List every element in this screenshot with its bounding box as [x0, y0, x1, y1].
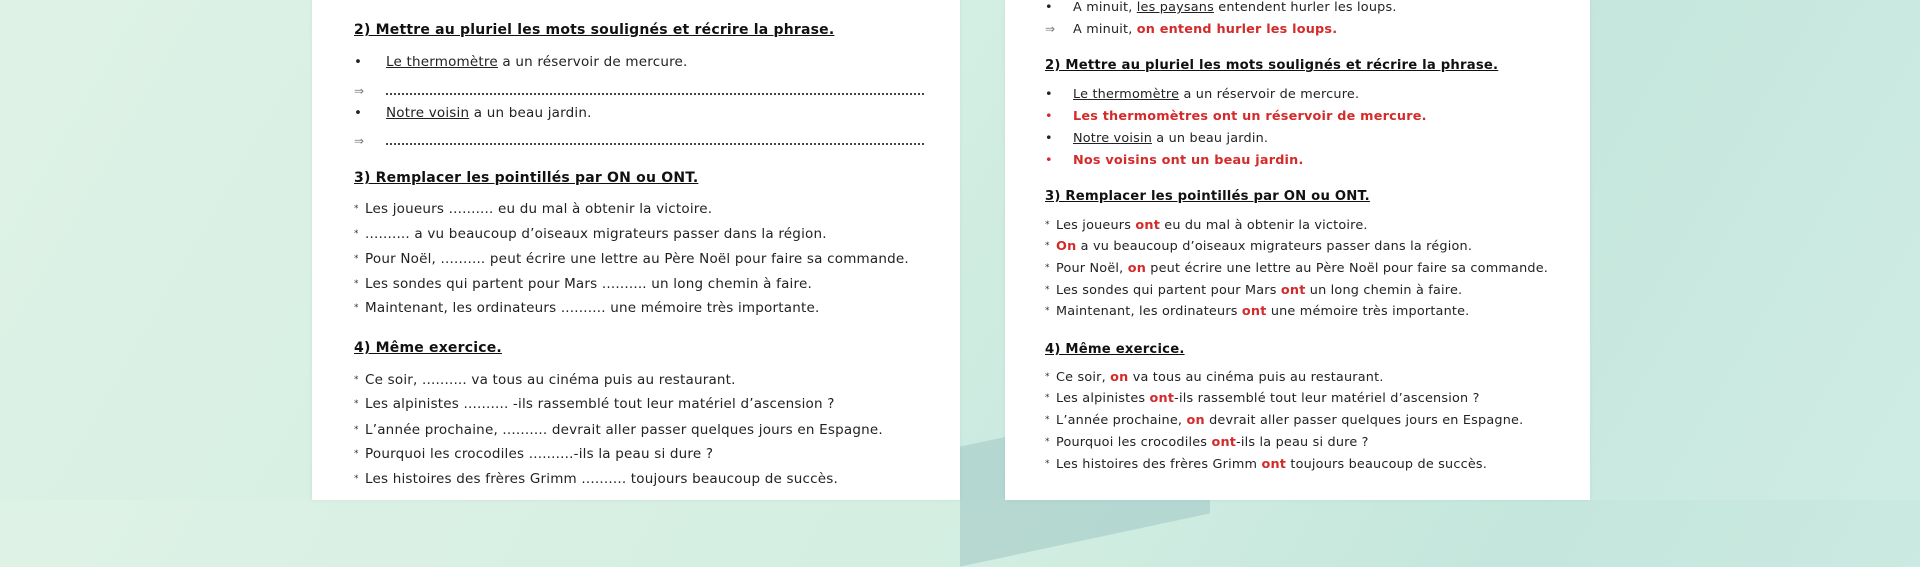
text: -ils rassemblé tout leur matériel d’ascension ?: [1174, 391, 1480, 406]
red-bullet: •: [1045, 153, 1053, 168]
exercise-4-line-4: [354, 446, 713, 462]
answer-text: On: [1056, 239, 1077, 254]
bullet: •: [1045, 87, 1053, 102]
exercise-2-answer-line-2: [354, 133, 384, 149]
text: Ce soir,: [1056, 370, 1111, 385]
underlined-word: Le thermomètre: [386, 54, 498, 70]
star-bullet: *: [1045, 241, 1050, 251]
star-bullet: *: [354, 474, 359, 484]
exercise-2-title: 2) Mettre au pluriel les mots soulignés et récrire la phrase.: [354, 22, 835, 38]
underlined-word: Notre voisin: [386, 105, 470, 121]
star-bullet: *: [1045, 393, 1050, 403]
answer-ex2-answer-2: [1045, 153, 1304, 168]
text: toujours beaucoup de succès.: [1286, 457, 1488, 472]
answer-text: on entend hurler les loups.: [1136, 22, 1338, 37]
star-bullet: *: [354, 229, 359, 239]
underlined-word: les paysans: [1136, 0, 1214, 15]
exercise-4-line-1: [354, 372, 736, 388]
arrow-icon: ⇒: [1045, 22, 1056, 36]
text: L’année prochaine,: [1056, 413, 1187, 428]
text: a un beau jardin.: [1152, 131, 1269, 146]
dotted-answer-line: [386, 143, 924, 145]
answer-ex3-title: 3) Remplacer les pointillés par ON ou ONT.: [1045, 189, 1370, 204]
star-bullet: *: [1045, 263, 1050, 273]
answer-text: ont: [1280, 283, 1306, 298]
text: une mémoire très importante.: [1266, 304, 1470, 319]
sentence: Pour Noël, .......... peut écrire une lettre au Père Noël pour faire sa commande.: [365, 251, 909, 267]
answer-text: ont: [1241, 304, 1267, 319]
bullet: •: [354, 54, 363, 70]
star-bullet: *: [1045, 372, 1050, 382]
text: Maintenant, les ordinateurs: [1056, 304, 1242, 319]
answer-ex2-title: 2) Mettre au pluriel les mots soulignés et récrire la phrase.: [1045, 58, 1499, 73]
star-bullet: *: [354, 303, 359, 313]
exercise-4-title: 4) Même exercice.: [354, 340, 502, 356]
exercise-2-answer-line-1: [354, 83, 384, 99]
answer-text: on: [1127, 261, 1147, 276]
exercise-4-line-2: [354, 396, 835, 412]
sentence: Pourquoi les crocodiles ..........-ils la peau si dure ?: [365, 446, 714, 462]
answer-ex3-line-3: [1045, 261, 1548, 276]
text: A minuit,: [1073, 22, 1137, 37]
sentence: Ce soir, .......... va tous au cinéma puis au restaurant.: [365, 372, 736, 388]
text: Les alpinistes: [1056, 391, 1150, 406]
star-bullet: *: [1045, 285, 1050, 295]
star-bullet: *: [354, 449, 359, 459]
red-bullet: •: [1045, 109, 1053, 124]
ex1-question-line: [1045, 0, 1397, 15]
answer-ex4-line-2: [1045, 391, 1480, 406]
answer-text: on: [1110, 370, 1129, 385]
underlined-word: Le thermomètre: [1073, 87, 1180, 102]
exercise-3-line-4: [354, 276, 812, 292]
exercise-3-line-2: [354, 226, 827, 242]
exercise-2-item-1: [354, 54, 688, 70]
sentence: Les histoires des frères Grimm .......... toujours beaucoup de succès.: [365, 471, 838, 487]
answer-ex4-line-5: [1045, 457, 1487, 472]
sentence: Maintenant, les ordinateurs .......... une mémoire très importante.: [365, 300, 820, 316]
exercise-4-line-5: [354, 471, 838, 487]
text: entendent hurler les loups.: [1213, 0, 1397, 15]
answer-ex2-question-2: [1045, 131, 1268, 146]
answer-ex4-title: 4) Même exercice.: [1045, 342, 1185, 357]
sentence: L’année prochaine, .......... devrait aller passer quelques jours en Espagne.: [365, 422, 883, 438]
sentence: Les sondes qui partent pour Mars .......... un long chemin à faire.: [365, 276, 812, 292]
answer-text: ont: [1149, 391, 1175, 406]
sentence-rest: a un réservoir de mercure.: [497, 54, 688, 70]
text: Pour Noël,: [1056, 261, 1128, 276]
answer-ex3-line-5: [1045, 304, 1469, 319]
star-bullet: *: [1045, 306, 1050, 316]
text: Les sondes qui partent pour Mars: [1056, 283, 1281, 298]
answer-ex2-answer-1: [1045, 109, 1427, 124]
exercise-3-title: 3) Remplacer les pointillés par ON ou ONT.: [354, 170, 699, 186]
arrow-icon: ⇒: [354, 134, 365, 148]
text: A minuit,: [1073, 0, 1137, 15]
answer-key-page: [1005, 0, 1590, 500]
text: a un réservoir de mercure.: [1179, 87, 1360, 102]
answer-ex4-line-3: [1045, 413, 1523, 428]
text: -ils la peau si dure ?: [1236, 435, 1369, 450]
star-bullet: *: [354, 204, 359, 214]
answer-ex4-line-4: [1045, 435, 1369, 450]
answer-ex3-line-4: [1045, 283, 1462, 298]
sentence: Les joueurs .......... eu du mal à obtenir la victoire.: [365, 201, 713, 217]
answer-ex3-line-2: [1045, 239, 1472, 254]
text: Pourquoi les crocodiles: [1056, 435, 1212, 450]
sentence: Les alpinistes .......... -ils rassemblé tout leur matériel d’ascension ?: [365, 396, 835, 412]
answer-text: ont: [1211, 435, 1237, 450]
star-bullet: *: [354, 375, 359, 385]
ex1-answer-line: [1045, 22, 1337, 37]
star-bullet: *: [354, 254, 359, 264]
bullet: •: [1045, 131, 1053, 146]
star-bullet: *: [354, 279, 359, 289]
exercise-3-line-1: [354, 201, 712, 217]
star-bullet: *: [354, 425, 359, 435]
text: Les histoires des frères Grimm: [1056, 457, 1262, 472]
text: va tous au cinéma puis au restaurant.: [1128, 370, 1384, 385]
sentence: .......... a vu beaucoup d’oiseaux migrateurs passer dans la région.: [365, 226, 827, 242]
star-bullet: *: [1045, 220, 1050, 230]
exercise-3-line-3: [354, 251, 909, 267]
arrow-icon: ⇒: [354, 84, 365, 98]
exercise-3-line-5: [354, 300, 819, 316]
sentence-rest: a un beau jardin.: [469, 105, 592, 121]
text: peut écrire une lettre au Père Noël pour faire sa commande.: [1146, 261, 1549, 276]
underlined-word: Notre voisin: [1073, 131, 1153, 146]
text: un long chemin à faire.: [1305, 283, 1463, 298]
answer-text: on: [1186, 413, 1205, 428]
bullet: •: [1045, 0, 1053, 15]
bullet: •: [354, 105, 363, 121]
answer-text: Nos voisins ont un beau jardin.: [1073, 153, 1304, 168]
star-bullet: *: [354, 399, 359, 409]
answer-ex2-question-1: [1045, 87, 1359, 102]
star-bullet: *: [1045, 459, 1050, 469]
answer-text: ont: [1261, 457, 1287, 472]
exercise-4-line-3: [354, 422, 883, 438]
star-bullet: *: [1045, 437, 1050, 447]
text: eu du mal à obtenir la victoire.: [1160, 218, 1368, 233]
answer-text: Les thermomètres ont un réservoir de mercure.: [1073, 109, 1427, 124]
dotted-answer-line: [386, 93, 924, 95]
answer-text: ont: [1135, 218, 1161, 233]
exercise-2-item-2: [354, 105, 592, 121]
text: devrait aller passer quelques jours en Espagne.: [1204, 413, 1524, 428]
text: Les joueurs: [1056, 218, 1136, 233]
text: a vu beaucoup d’oiseaux migrateurs passer dans la région.: [1076, 239, 1473, 254]
exercise-sheet-page: [312, 0, 960, 500]
answer-ex4-line-1: [1045, 370, 1384, 385]
star-bullet: *: [1045, 415, 1050, 425]
answer-ex3-line-1: [1045, 218, 1368, 233]
